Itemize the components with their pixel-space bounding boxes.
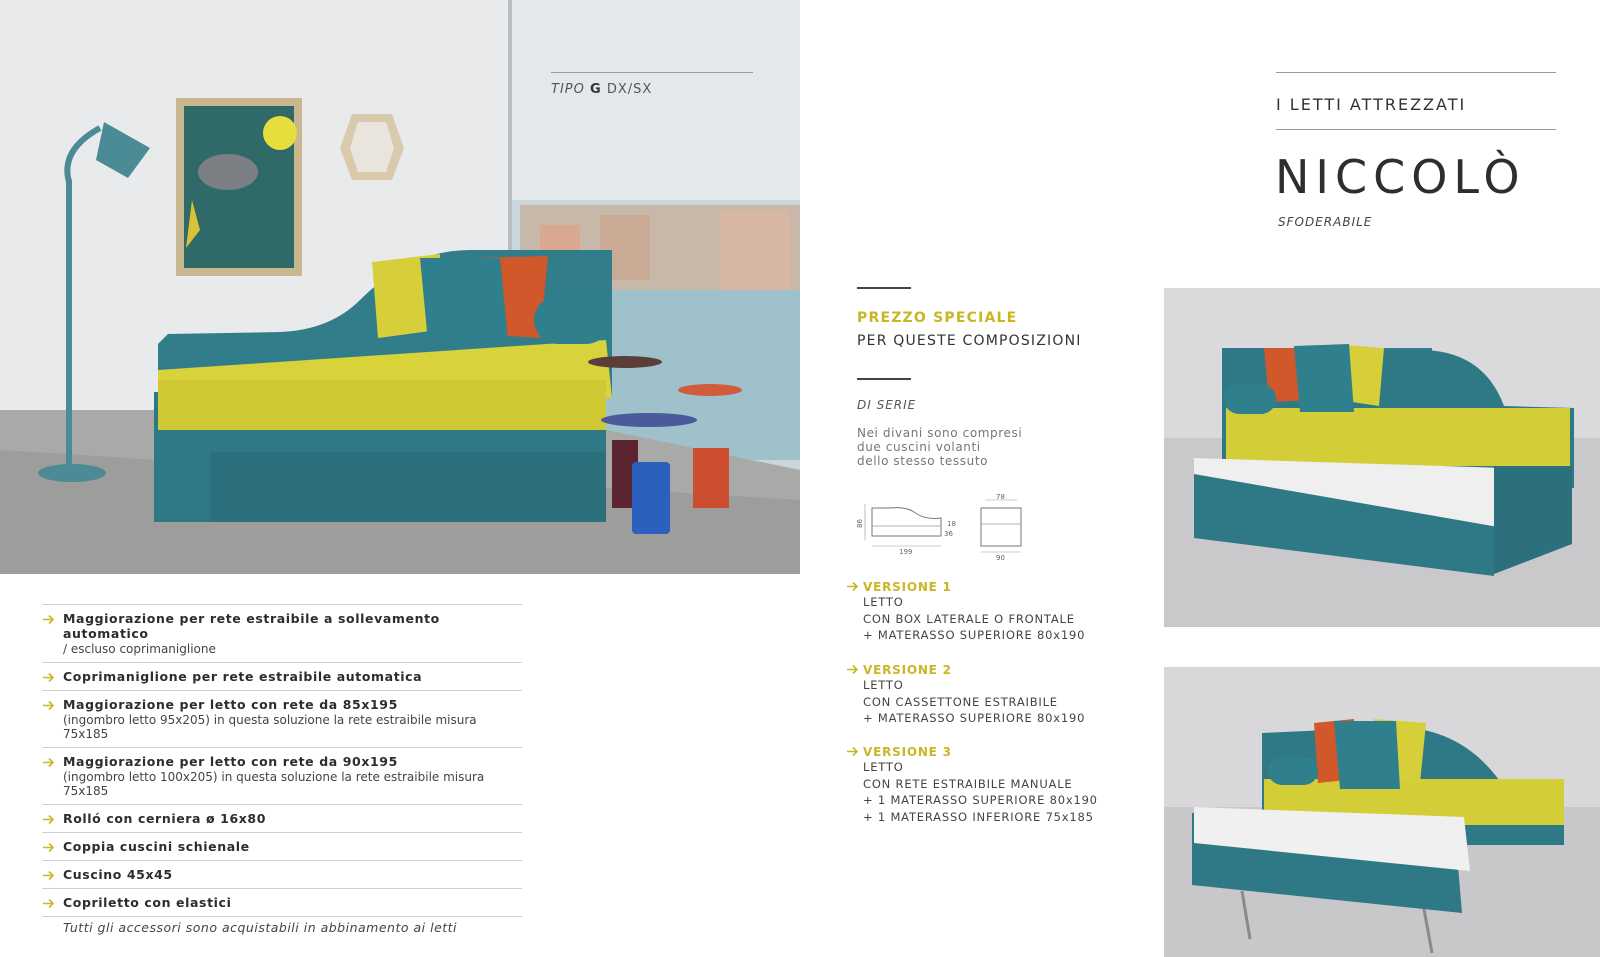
version-line: LETTO	[863, 678, 904, 692]
promo-subline: PER QUESTE COMPOSIZIONI	[857, 333, 1082, 349]
arrow-right-icon	[42, 897, 55, 910]
version-block	[846, 580, 1106, 644]
model-type-label: TIPO G DX/SX	[551, 82, 653, 97]
dim-arm-low: 18	[947, 520, 956, 528]
product-photo-storage-bed	[1164, 288, 1600, 627]
arrow-right-icon	[846, 745, 859, 758]
version-line: LETTO	[863, 595, 904, 609]
dim-depth: 90	[996, 554, 1005, 562]
arrow-right-icon	[42, 841, 55, 854]
accessory-item	[42, 604, 522, 663]
dim-depth-top: 78	[996, 493, 1005, 501]
arrow-right-icon	[42, 613, 55, 626]
dim-height: 86	[856, 519, 864, 528]
dim-width: 199	[899, 548, 913, 556]
version-line: + MATERASSO SUPERIORE 80x190	[863, 628, 1086, 642]
accessory-subtitle: (ingombro letto 95x205) in questa soluzione la rete estraibile misura 75x185	[63, 713, 477, 741]
accessory-subtitle: / escluso coprimaniglione	[63, 642, 216, 656]
promo-headline: PREZZO SPECIALE	[857, 310, 1018, 326]
di-serie-bar	[857, 378, 911, 380]
product-subtitle: SFODERABILE	[1278, 215, 1373, 229]
accessory-item	[42, 805, 522, 833]
arrow-right-icon	[42, 869, 55, 882]
arrow-right-icon	[42, 699, 55, 712]
accessory-item	[42, 691, 522, 748]
version-title: VERSIONE 2	[846, 663, 1106, 677]
accessories-list	[42, 604, 522, 917]
product-title: NICCOLÒ	[1275, 150, 1526, 204]
version-line: + 1 MATERASSO SUPERIORE 80x190	[863, 793, 1098, 807]
version-block	[846, 663, 1106, 727]
arrow-right-icon	[846, 580, 859, 593]
dimension-drawing	[856, 493, 1047, 562]
accessory-item	[42, 833, 522, 861]
di-serie-label: DI SERIE	[857, 398, 917, 412]
accessory-title: Copriletto con elastici	[63, 895, 232, 910]
version-title: VERSIONE 3	[846, 745, 1106, 759]
accessory-title: Coppia cuscini schienale	[63, 839, 250, 854]
arrow-right-icon	[846, 663, 859, 676]
header-bottom-rule	[1276, 129, 1556, 130]
accessory-item	[42, 861, 522, 889]
version-line: LETTO	[863, 760, 904, 774]
accessory-title: Coprimaniglione per rete estraibile automatica	[63, 669, 423, 684]
dim-arm-high: 36	[944, 530, 953, 538]
accessory-item	[42, 663, 522, 691]
version-block	[846, 745, 1106, 825]
accessory-title: Maggiorazione per rete estraibile a sollevamento automatico	[63, 611, 440, 641]
header-top-rule	[1276, 72, 1556, 73]
version-line: CON CASSETTONE ESTRAIBILE	[863, 694, 1058, 709]
tipo-divider	[551, 72, 753, 73]
version-line: + MATERASSO SUPERIORE 80x190	[863, 711, 1086, 725]
accessory-title: Cuscino 45x45	[63, 867, 173, 882]
version-line: CON RETE ESTRAIBILE MANUALE	[863, 776, 1073, 791]
accessory-title: Maggiorazione per letto con rete da 90x195	[63, 754, 398, 769]
arrow-right-icon	[42, 756, 55, 769]
version-line: CON BOX LATERALE O FRONTALE	[863, 611, 1075, 626]
category-heading: I LETTI ATTREZZATI	[1276, 95, 1467, 114]
accessory-item	[42, 748, 522, 805]
di-serie-text: Nei divani sono compresi due cuscini volanti dello stesso tessuto	[857, 426, 1023, 468]
product-photo-trundle-bed	[1164, 667, 1600, 957]
accessory-title: Maggiorazione per letto con rete da 85x195	[63, 697, 398, 712]
arrow-right-icon	[42, 813, 55, 826]
promo-bar	[857, 287, 911, 289]
version-line: + 1 MATERASSO INFERIORE 75x185	[863, 809, 1094, 824]
accessories-note: Tutti gli accessori sono acquistabili in abbinamento ai letti	[63, 920, 458, 935]
accessory-title: Rolló con cerniera ø 16x80	[63, 811, 267, 826]
accessory-subtitle: (ingombro letto 100x205) in questa soluzione la rete estraibile misura 75x185	[63, 770, 485, 798]
main-product-photo	[0, 0, 800, 574]
accessory-item	[42, 889, 522, 917]
arrow-right-icon	[42, 671, 55, 684]
version-title: VERSIONE 1	[846, 580, 1106, 594]
